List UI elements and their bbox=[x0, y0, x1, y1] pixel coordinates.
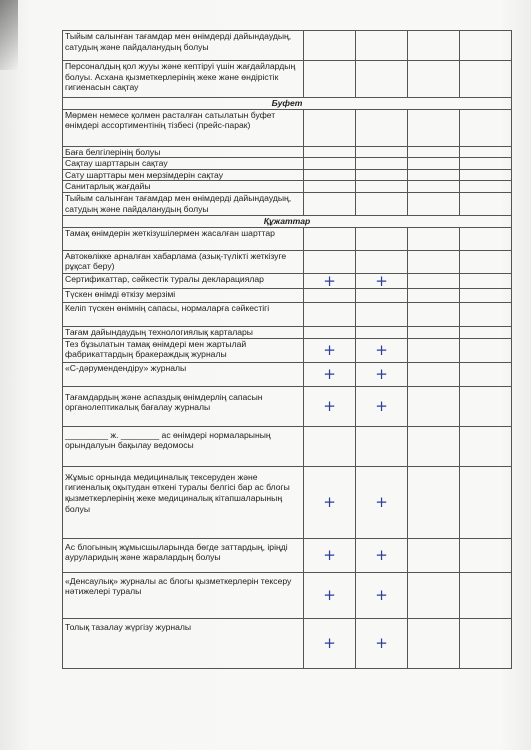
mark-cell bbox=[408, 146, 460, 158]
mark-cell bbox=[356, 362, 408, 386]
mark: + bbox=[375, 545, 388, 564]
row-text: Тамақ өнімдерін жеткізушілермен жасалған шарттар bbox=[63, 227, 304, 250]
table-row bbox=[63, 158, 512, 170]
mark-cell bbox=[460, 181, 512, 193]
mark-cell bbox=[304, 169, 356, 181]
mark-cell bbox=[356, 181, 408, 193]
mark: + bbox=[323, 633, 336, 652]
mark-cell bbox=[304, 273, 356, 289]
row-text: Санитарлық жағдайы bbox=[63, 181, 304, 193]
mark-cell bbox=[460, 386, 512, 426]
mark: + bbox=[375, 585, 388, 604]
section-header-buffet bbox=[63, 98, 512, 110]
mark-cell bbox=[356, 61, 408, 98]
mark-cell bbox=[408, 338, 460, 362]
mark-cell bbox=[356, 146, 408, 158]
row-text: Сату шарттары мен мерзімдерін сақтау bbox=[63, 169, 304, 181]
mark-cell bbox=[408, 109, 460, 146]
mark-cell bbox=[408, 466, 460, 538]
table-row bbox=[63, 618, 512, 668]
scan-shadow bbox=[0, 0, 18, 70]
mark-cell bbox=[408, 273, 460, 289]
section-title: Буфет bbox=[63, 98, 512, 110]
mark-cell bbox=[304, 618, 356, 668]
row-text: Персоналдың қол жууы және кептіруі үшін жағдайлардың болуы. Асхана қызметкерлерінің жеке және өндірістік гигиенасын сақтау bbox=[63, 61, 304, 98]
mark-cell bbox=[460, 250, 512, 273]
mark-cell bbox=[460, 338, 512, 362]
mark-cell bbox=[460, 227, 512, 250]
mark: + bbox=[375, 273, 388, 289]
mark-cell bbox=[460, 618, 512, 668]
mark-cell bbox=[356, 250, 408, 273]
mark-cell bbox=[304, 362, 356, 386]
mark: + bbox=[323, 273, 336, 289]
row-text: Баға белгілерінің болуы bbox=[63, 146, 304, 158]
row-text: Толық тазалау жүргізу журналы bbox=[63, 618, 304, 668]
mark-cell bbox=[408, 386, 460, 426]
mark-cell bbox=[304, 158, 356, 170]
inspection-table bbox=[62, 30, 512, 669]
mark-cell bbox=[460, 538, 512, 572]
mark-cell bbox=[304, 289, 356, 303]
mark-cell bbox=[356, 303, 408, 327]
mark-cell bbox=[460, 426, 512, 466]
mark-cell bbox=[304, 538, 356, 572]
mark-cell bbox=[460, 192, 512, 215]
table-row bbox=[63, 303, 512, 327]
mark-cell bbox=[356, 426, 408, 466]
table-row bbox=[63, 31, 512, 61]
mark-cell bbox=[356, 338, 408, 362]
mark-cell bbox=[304, 303, 356, 327]
mark-cell bbox=[304, 466, 356, 538]
row-text: Автокөлікке арналған хабарлама (азық-түлікті жеткізуге рұқсат беру) bbox=[63, 250, 304, 273]
mark-cell bbox=[408, 31, 460, 61]
mark-cell bbox=[356, 289, 408, 303]
table-row bbox=[63, 146, 512, 158]
mark: + bbox=[375, 492, 388, 511]
row-text: Тағам дайындаудың технологиялық карталары bbox=[63, 327, 304, 339]
row-text: Мөрмен немесе қолмен расталған сатылатын буфет өнімдері ассортиментінің тізбесі (прейс-парак) bbox=[63, 109, 304, 146]
mark-cell bbox=[408, 426, 460, 466]
mark-cell bbox=[408, 181, 460, 193]
mark: + bbox=[323, 492, 336, 511]
table-row bbox=[63, 327, 512, 339]
row-text: Келіп түскен өнімнің сапасы, нормаларға сәйкестігі bbox=[63, 303, 304, 327]
table-row bbox=[63, 466, 512, 538]
row-text: Сертификаттар, сәйкестік туралы декларациялар bbox=[63, 273, 304, 289]
mark: + bbox=[323, 545, 336, 564]
section-header-documents bbox=[63, 215, 512, 227]
row-text: «С-дәрумендендіру» журналы bbox=[63, 362, 304, 386]
mark-cell bbox=[408, 158, 460, 170]
mark-cell bbox=[408, 250, 460, 273]
mark-cell bbox=[356, 109, 408, 146]
row-text: Тыйым салынған тағамдар мен өнімдерді дайындаудың, сатудың және пайдаланудың болуы bbox=[63, 31, 304, 61]
mark: + bbox=[323, 340, 336, 359]
mark-cell bbox=[408, 169, 460, 181]
mark-cell bbox=[460, 146, 512, 158]
mark-cell bbox=[408, 618, 460, 668]
mark-cell bbox=[460, 289, 512, 303]
mark-cell bbox=[408, 327, 460, 339]
mark-cell bbox=[356, 618, 408, 668]
mark-cell bbox=[460, 31, 512, 61]
table-row bbox=[63, 181, 512, 193]
mark-cell bbox=[408, 227, 460, 250]
mark-cell bbox=[356, 31, 408, 61]
mark-cell bbox=[304, 192, 356, 215]
mark: + bbox=[375, 633, 388, 652]
mark-cell bbox=[304, 386, 356, 426]
row-text: Тыйым салынған тағамдар мен өнімдерді дайындаудың, сатудың және пайдаланудың болуы bbox=[63, 192, 304, 215]
row-text: Тағамдардың және аспаздық өнімдерлің сапасын органолептикалық бағалау журналы bbox=[63, 386, 304, 426]
mark-cell bbox=[408, 362, 460, 386]
mark-cell bbox=[408, 61, 460, 98]
mark: + bbox=[375, 340, 388, 359]
mark-cell bbox=[460, 273, 512, 289]
mark-cell bbox=[408, 572, 460, 618]
mark-cell bbox=[304, 227, 356, 250]
mark: + bbox=[323, 396, 336, 415]
mark-cell bbox=[304, 250, 356, 273]
mark-cell bbox=[356, 192, 408, 215]
mark-cell bbox=[304, 31, 356, 61]
section-title: Құжаттар bbox=[63, 215, 512, 227]
mark-cell bbox=[356, 572, 408, 618]
mark-cell bbox=[304, 146, 356, 158]
mark-cell bbox=[304, 61, 356, 98]
mark-cell bbox=[460, 109, 512, 146]
mark-cell bbox=[460, 362, 512, 386]
table-row bbox=[63, 273, 512, 289]
mark-cell bbox=[304, 338, 356, 362]
row-text: _________ ж. ________ ас өнімдері нормаларының орындалуын бақылау ведомосы bbox=[63, 426, 304, 466]
mark-cell bbox=[304, 426, 356, 466]
mark-cell bbox=[356, 538, 408, 572]
mark-cell bbox=[408, 538, 460, 572]
mark-cell bbox=[408, 303, 460, 327]
table-row bbox=[63, 362, 512, 386]
row-text: Ас блогының жұмысшыларында бөгде заттардың, іріңді ауруларидың және жаралардың болуы bbox=[63, 538, 304, 572]
row-text: Жұмыс орнында медициналық тексеруден және гигиеналық оқытудан өткені туралы белгісі бар ас блогы қызметкерлерінің жеке медициналық кітапшаларының болуы bbox=[63, 466, 304, 538]
mark-cell bbox=[460, 327, 512, 339]
row-text: «Денсаулық» журналы ас блогы қызметкерлерін тексеру нәтижелері туралы bbox=[63, 572, 304, 618]
row-text: Тез бұзылатын тамақ өнімдері мен жартылай фабрикаттардың бракераждық журналы bbox=[63, 338, 304, 362]
mark-cell bbox=[460, 466, 512, 538]
mark-cell bbox=[408, 192, 460, 215]
row-text: Түскен өнімді өткізу мерзімі bbox=[63, 289, 304, 303]
mark: + bbox=[323, 585, 336, 604]
mark-cell bbox=[356, 386, 408, 426]
mark: + bbox=[323, 364, 336, 383]
mark-cell bbox=[460, 61, 512, 98]
mark-cell bbox=[356, 158, 408, 170]
table-row bbox=[63, 338, 512, 362]
table-row bbox=[63, 289, 512, 303]
table-row bbox=[63, 192, 512, 215]
mark-cell bbox=[304, 181, 356, 193]
table-row bbox=[63, 61, 512, 98]
table-row bbox=[63, 426, 512, 466]
mark-cell bbox=[460, 169, 512, 181]
mark-cell bbox=[304, 109, 356, 146]
mark-cell bbox=[460, 158, 512, 170]
mark-cell bbox=[304, 327, 356, 339]
table-row bbox=[63, 386, 512, 426]
table-row bbox=[63, 169, 512, 181]
mark-cell bbox=[356, 169, 408, 181]
table-row bbox=[63, 538, 512, 572]
mark-cell bbox=[304, 572, 356, 618]
mark: + bbox=[375, 396, 388, 415]
table-row bbox=[63, 572, 512, 618]
mark-cell bbox=[356, 227, 408, 250]
mark-cell bbox=[460, 572, 512, 618]
mark-cell bbox=[356, 466, 408, 538]
table-row bbox=[63, 109, 512, 146]
mark-cell bbox=[356, 327, 408, 339]
row-text: Сақтау шарттарын сақтау bbox=[63, 158, 304, 170]
table-row bbox=[63, 227, 512, 250]
mark-cell bbox=[408, 289, 460, 303]
table-row bbox=[63, 250, 512, 273]
mark: + bbox=[375, 364, 388, 383]
mark-cell bbox=[460, 303, 512, 327]
mark-cell bbox=[356, 273, 408, 289]
